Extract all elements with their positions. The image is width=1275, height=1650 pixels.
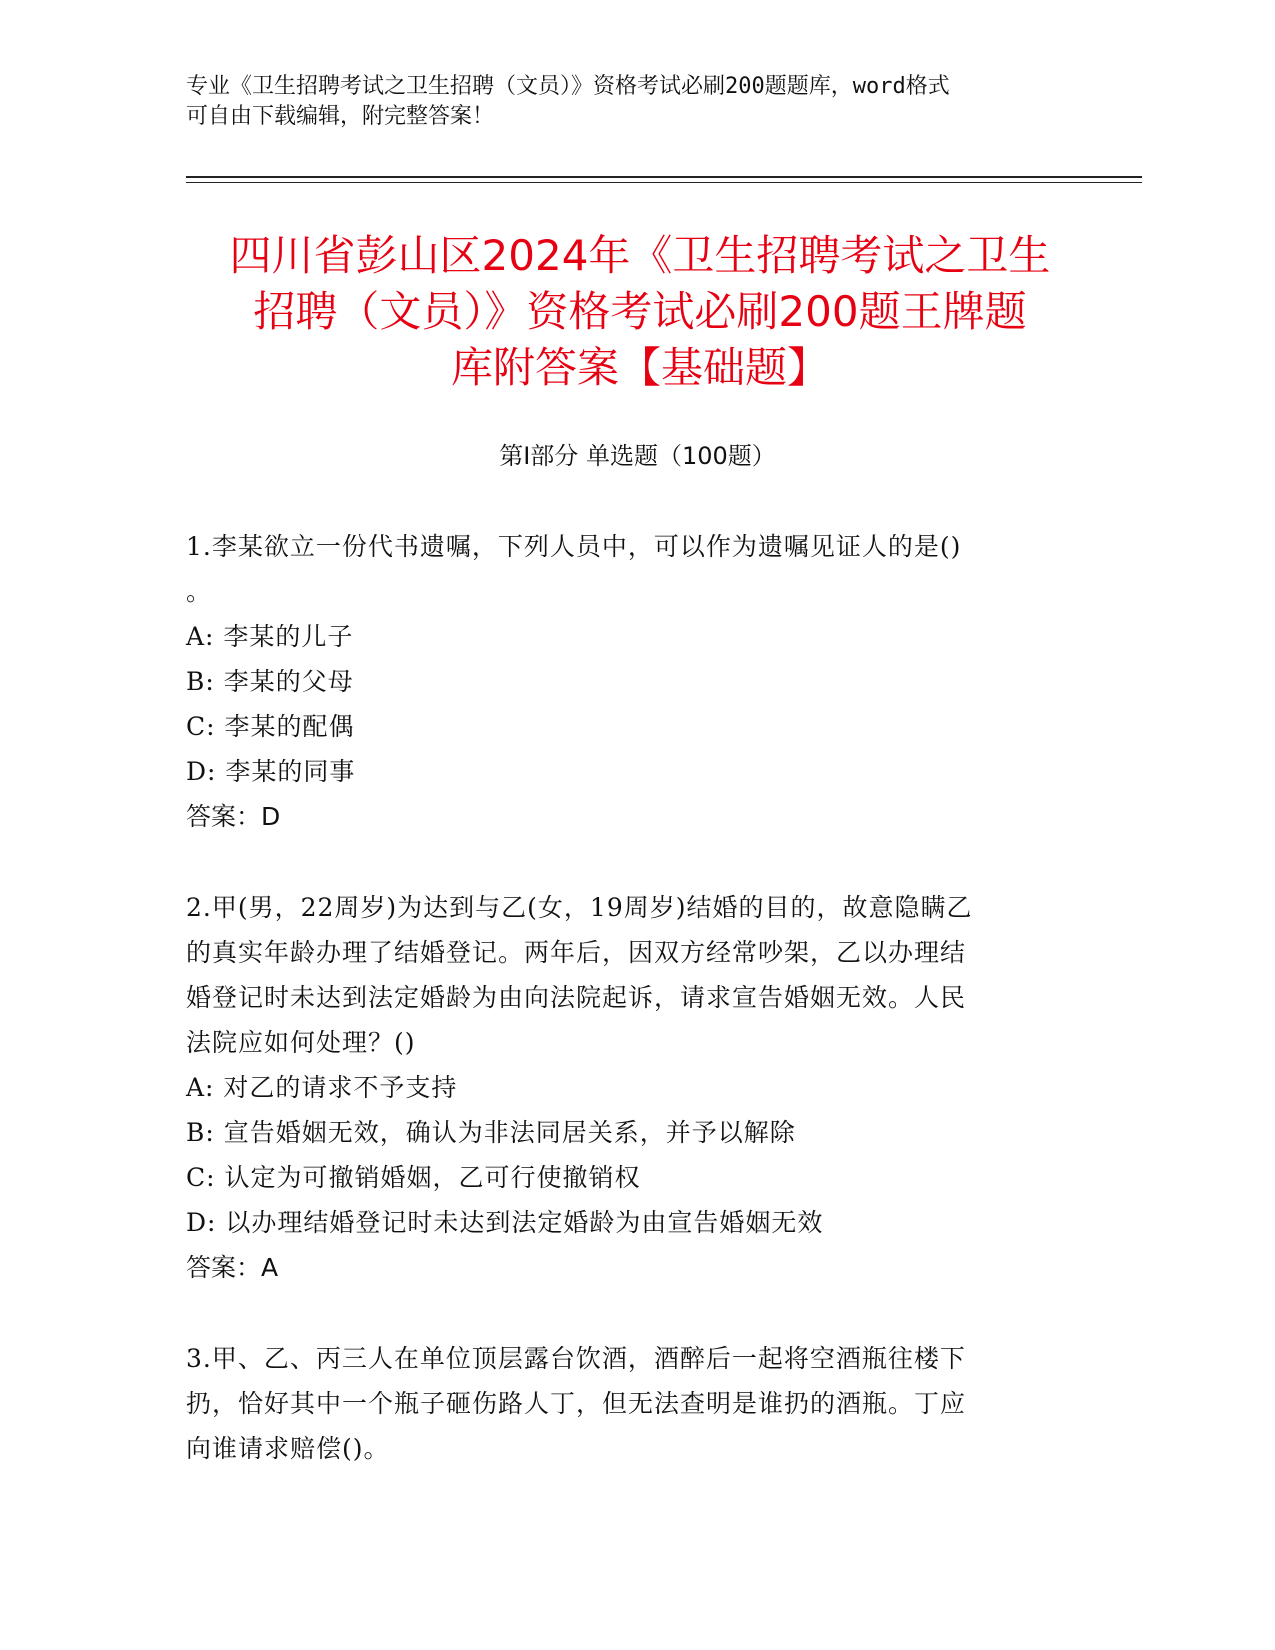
document-title <box>160 228 1120 396</box>
question-block <box>186 885 1086 1290</box>
question-block <box>186 524 1086 839</box>
question-stem-line: 的真实年龄办理了结婚登记。两年后，因双方经常吵架，乙以办理结 <box>186 938 967 967</box>
answer-option: B: 李某的父母 <box>186 667 354 696</box>
answer-option: A: 李某的儿子 <box>186 622 354 651</box>
question-stem <box>186 885 1086 1065</box>
answer-option: C: 李某的配偶 <box>186 712 355 741</box>
answer-option: C: 认定为可撤销婚姻，乙可行使撤销权 <box>186 1163 641 1192</box>
question-stem-line: 法院应如何处理？() <box>186 1028 416 1057</box>
question-stem-line: 。 <box>186 577 213 606</box>
answer-key: 答案：A <box>186 1253 279 1282</box>
title-line: 招聘（文员）》资格考试必刷200题王牌题 <box>253 287 1027 336</box>
header-divider-thin <box>186 182 1142 183</box>
question-stem <box>186 1336 1086 1471</box>
answer-option: D: 李某的同事 <box>186 757 356 786</box>
question-stem-line: 1.李某欲立一份代书遗嘱，下列人员中，可以作为遗嘱见证人的是() <box>186 532 962 561</box>
header-divider <box>186 176 1142 178</box>
section-heading: 第Ⅰ部分 单选题（100题） <box>499 442 776 470</box>
question-stem-line: 2.甲(男，22周岁)为达到与乙(女，19周岁)结婚的目的，故意隐瞒乙 <box>186 893 973 922</box>
question-stem-line: 向谁请求赔偿()。 <box>186 1434 390 1463</box>
answer-option: B: 宣告婚姻无效，确认为非法同居关系，并予以解除 <box>186 1118 796 1147</box>
question-stem-line: 3.甲、乙、丙三人在单位顶层露台饮酒，酒醉后一起将空酒瓶往楼下 <box>186 1344 966 1373</box>
question-stem-line: 扔，恰好其中一个瓶子砸伤路人丁，但无法查明是谁扔的酒瓶。丁应 <box>186 1389 967 1418</box>
question-stem-line: 婚登记时未达到法定婚龄为由向法院起诉，请求宣告婚姻无效。人民 <box>186 983 967 1012</box>
header-note-line: 可自由下载编辑，附完整答案！ <box>186 104 495 129</box>
question-list <box>186 524 1086 1517</box>
title-line: 库附答案【基础题】 <box>450 343 829 392</box>
answer-key: 答案：D <box>186 802 281 831</box>
answer-option: D: 以办理结婚登记时未达到法定婚龄为由宣告婚姻无效 <box>186 1208 824 1237</box>
header-note-line: 专业《卫生招聘考试之卫生招聘（文员）》资格考试必刷200题题库，word格式 <box>186 74 950 99</box>
question-block <box>186 1336 1086 1471</box>
title-line: 四川省彭山区2024年《卫生招聘考试之卫生 <box>229 231 1051 280</box>
header-note <box>186 72 1086 132</box>
question-stem <box>186 524 1086 614</box>
answer-option: A: 对乙的请求不予支持 <box>186 1073 458 1102</box>
